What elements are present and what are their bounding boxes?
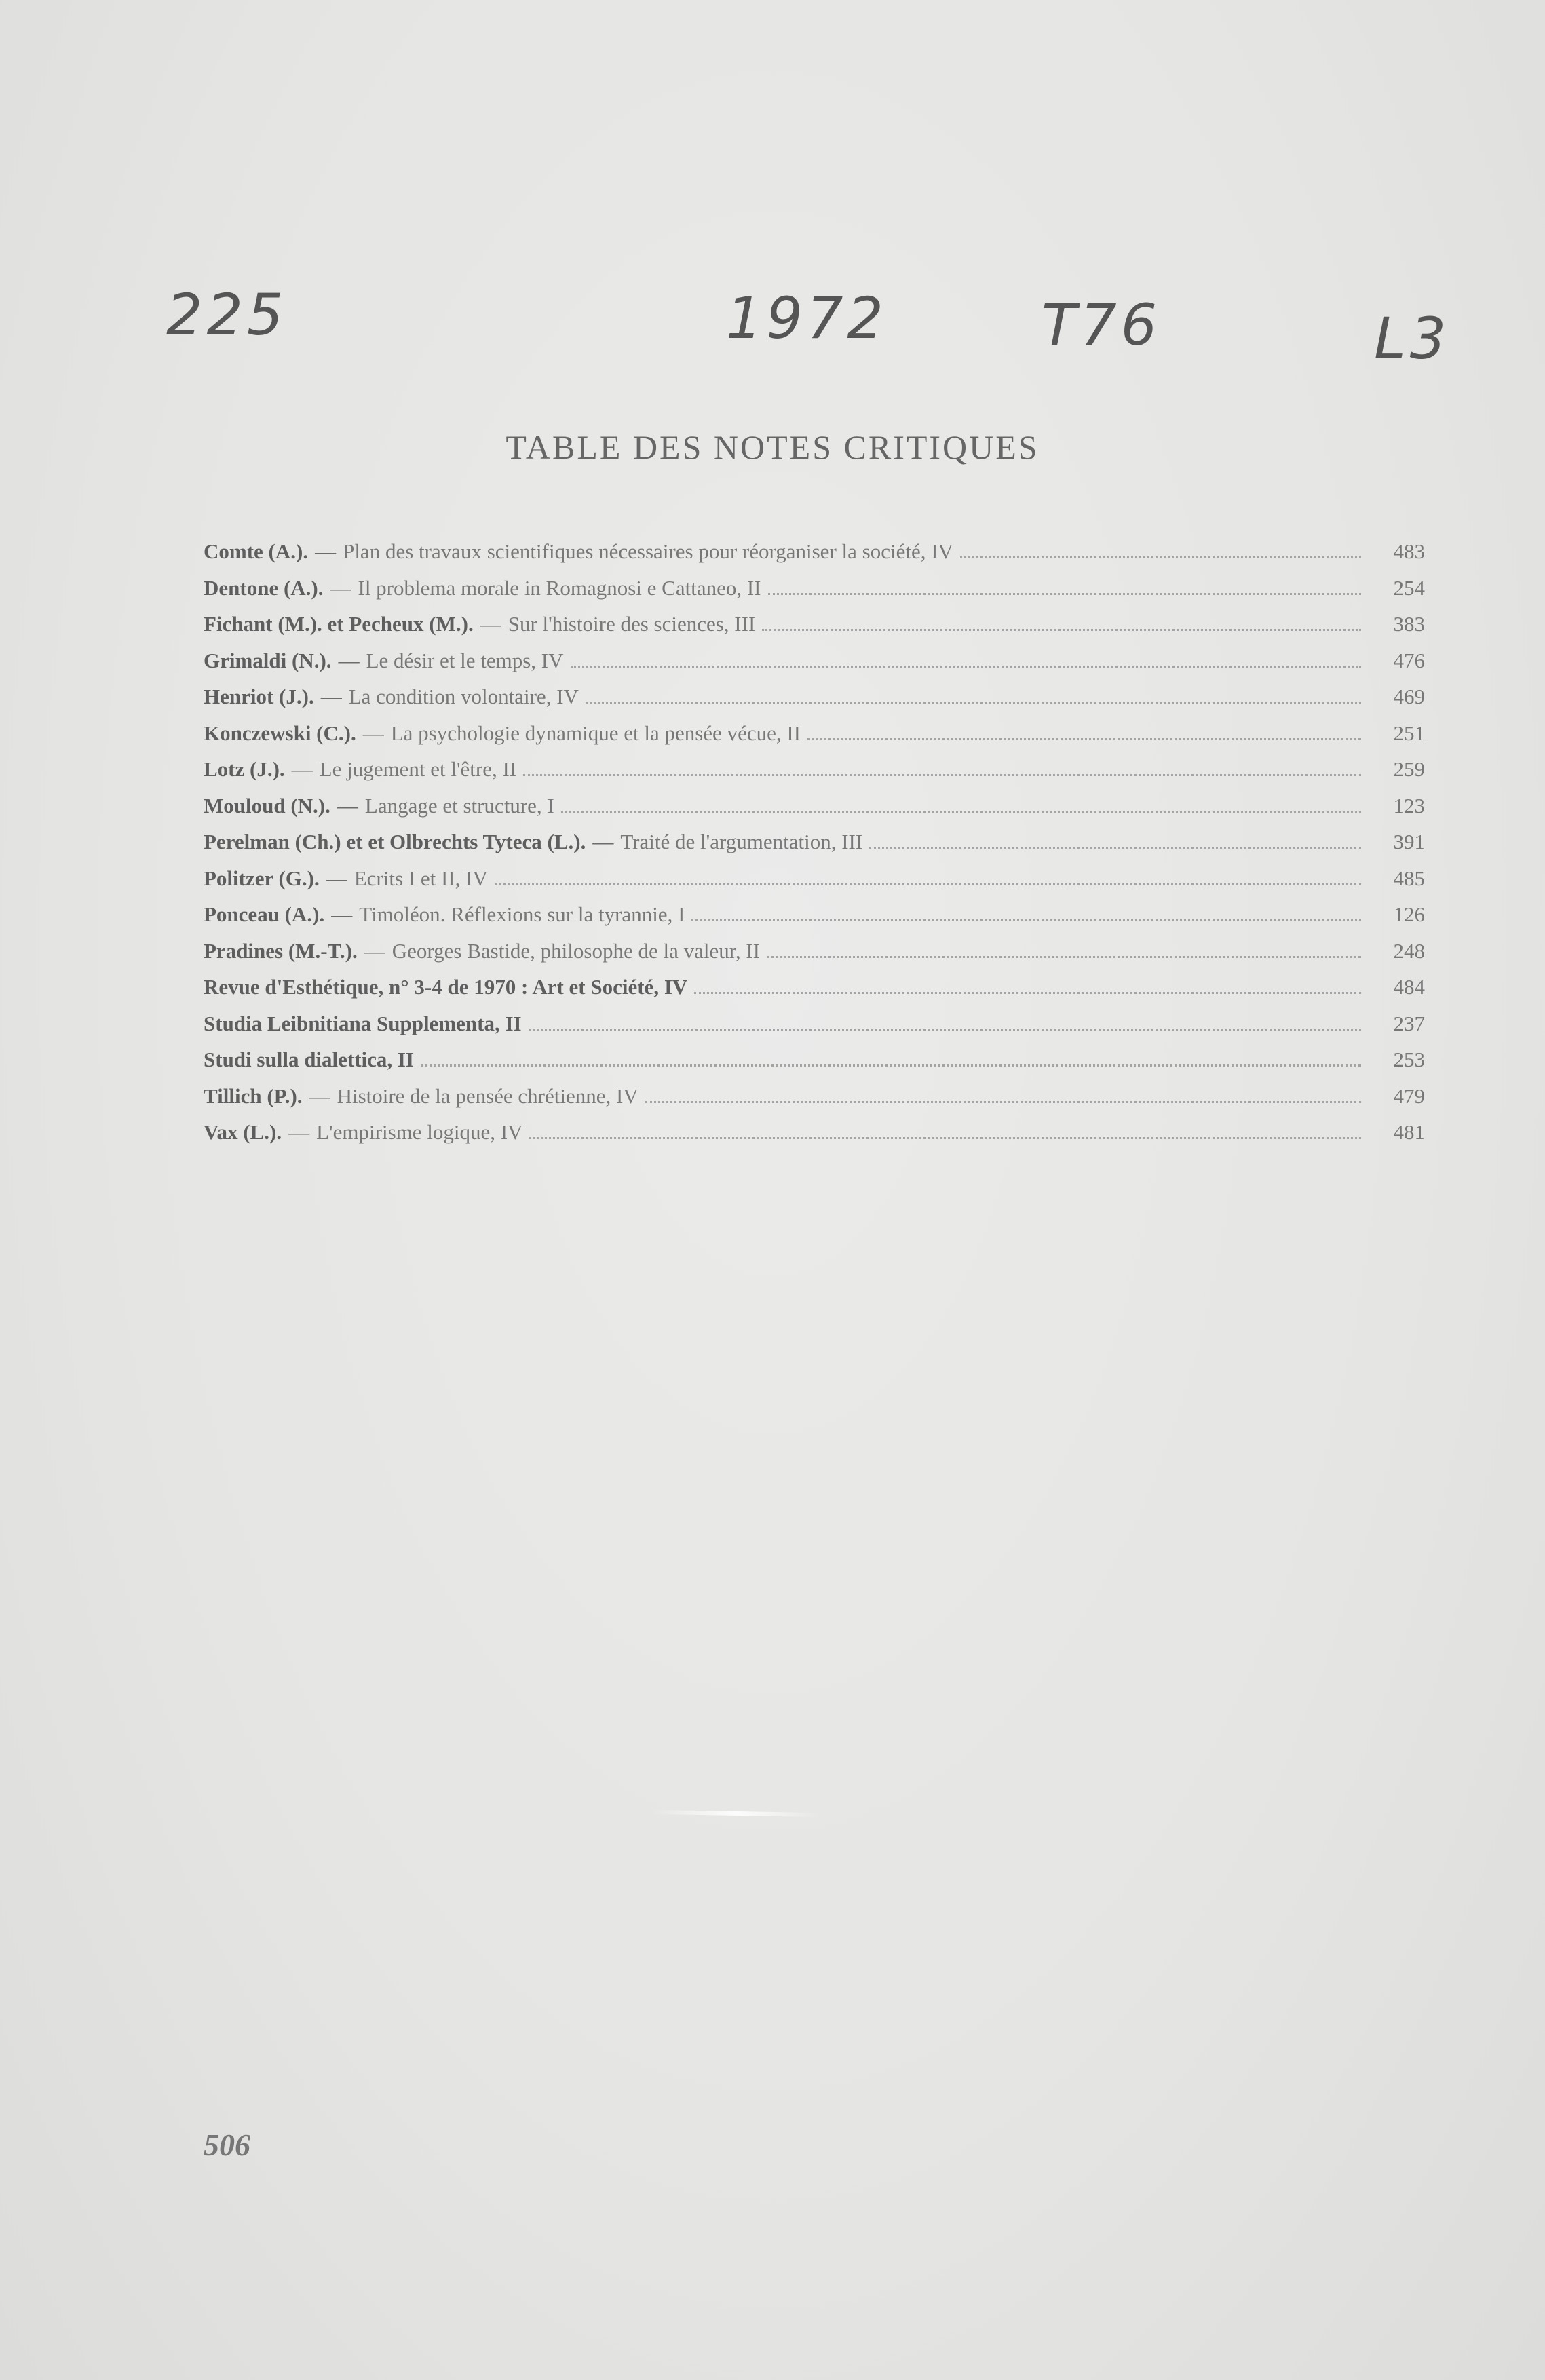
leader-dots bbox=[767, 956, 1361, 958]
toc-entry bbox=[204, 902, 1425, 939]
entry-separator: — bbox=[288, 1120, 310, 1144]
entry-page: 251 bbox=[1393, 721, 1425, 745]
toc-entry bbox=[204, 539, 1425, 576]
entry-author: Ponceau (A.). bbox=[204, 902, 325, 926]
entry-author: Dentone (A.). bbox=[204, 575, 324, 600]
table-of-contents bbox=[204, 539, 1425, 1157]
entry-work: Traité de l'argumentation, III bbox=[620, 830, 863, 853]
entry-separator: — bbox=[330, 575, 351, 600]
entry-author: Fichant (M.). et Pecheux (M.). bbox=[204, 612, 474, 636]
entry-author: Lotz (J.). bbox=[204, 757, 285, 781]
entry-work: Il problema morale in Romagnosi e Cattaneo, II bbox=[358, 575, 761, 600]
entry-work: Langage et structure, I bbox=[364, 793, 554, 818]
entry-separator: — bbox=[315, 539, 337, 563]
entry-separator: — bbox=[326, 866, 347, 890]
leader-dots bbox=[645, 1101, 1361, 1103]
entry-author: Henriot (J.). bbox=[204, 685, 314, 708]
leader-dots bbox=[768, 593, 1362, 595]
entry-work: Le désir et le temps, IV bbox=[366, 648, 564, 672]
entry-author: Pradines (M.-T.). bbox=[204, 938, 358, 963]
entry-work: Le jugement et l'être, II bbox=[319, 757, 517, 781]
entry-author: Revue d'Esthétique, n° 3-4 de 1970 : Art et Société, IV bbox=[204, 975, 688, 999]
entry-author: Konczewski (C.). bbox=[204, 721, 356, 745]
entry-page: 476 bbox=[1393, 648, 1425, 672]
entry-page: 391 bbox=[1393, 830, 1425, 853]
toc-entry bbox=[204, 721, 1425, 758]
entry-separator: — bbox=[291, 757, 313, 781]
entry-author: Studi sulla dialettica, II bbox=[204, 1048, 415, 1071]
entry-author: Politzer (G.). bbox=[204, 866, 320, 890]
toc-entry bbox=[204, 1084, 1425, 1121]
toc-entry bbox=[204, 939, 1425, 976]
entry-separator: — bbox=[592, 830, 614, 853]
leader-dots bbox=[561, 811, 1361, 813]
entry-page: 253 bbox=[1393, 1048, 1425, 1071]
entry-work: Histoire de la pensée chrétienne, IV bbox=[337, 1083, 638, 1108]
paper-smudge bbox=[651, 1810, 821, 1817]
entry-work: La condition volontaire, IV bbox=[348, 685, 579, 708]
entry-work: Georges Bastide, philosophe de la valeur, II bbox=[392, 938, 760, 963]
toc-entry bbox=[204, 794, 1425, 830]
entry-author: Grimaldi (N.). bbox=[204, 648, 332, 672]
entry-work: La psychologie dynamique et la pensée vécue, II bbox=[390, 721, 801, 745]
toc-entry bbox=[204, 612, 1425, 649]
leader-dots bbox=[586, 702, 1361, 704]
toc-entry bbox=[204, 1048, 1425, 1084]
entry-page: 259 bbox=[1393, 757, 1425, 781]
leader-dots bbox=[694, 992, 1361, 994]
entry-separator: — bbox=[337, 793, 358, 818]
toc-entry bbox=[204, 649, 1425, 685]
toc-entry bbox=[204, 1012, 1425, 1048]
entry-author: Perelman (Ch.) et et Olbrechts Tyteca (L.). bbox=[204, 830, 586, 853]
handwritten-annotation: T76 bbox=[1042, 292, 1162, 358]
entry-author: Vax (L.). bbox=[204, 1120, 282, 1144]
entry-page: 479 bbox=[1393, 1083, 1425, 1108]
entry-work: Timoléon. Réflexions sur la tyrannie, I bbox=[359, 902, 685, 926]
leader-dots bbox=[571, 666, 1361, 668]
entry-author: Mouloud (N.). bbox=[204, 793, 330, 818]
entry-author: Studia Leibnitiana Supplementa, II bbox=[204, 1011, 522, 1035]
entry-separator: — bbox=[480, 612, 501, 636]
toc-entry bbox=[204, 1120, 1425, 1157]
entry-page: 383 bbox=[1393, 612, 1425, 636]
entry-work: Sur l'histoire des sciences, III bbox=[508, 612, 756, 636]
handwritten-annotation: 225 bbox=[166, 282, 288, 348]
entry-separator: — bbox=[309, 1083, 330, 1108]
entry-page: 126 bbox=[1393, 902, 1425, 926]
entry-author: Tillich (P.). bbox=[204, 1083, 303, 1108]
entry-page: 469 bbox=[1393, 685, 1425, 708]
leader-dots bbox=[869, 847, 1361, 849]
toc-entry bbox=[204, 685, 1425, 721]
page-title: TABLE DES NOTES CRITIQUES bbox=[506, 428, 1039, 466]
toc-entry bbox=[204, 866, 1425, 903]
page-number: 506 bbox=[204, 2128, 250, 2162]
toc-entry bbox=[204, 757, 1425, 794]
entry-page: 483 bbox=[1393, 539, 1425, 563]
entry-work: Ecrits I et II, IV bbox=[354, 866, 488, 890]
leader-dots bbox=[762, 629, 1361, 631]
entry-page: 485 bbox=[1393, 866, 1425, 890]
leader-dots bbox=[529, 1137, 1361, 1139]
leader-dots bbox=[523, 774, 1361, 776]
entry-page: 254 bbox=[1393, 575, 1425, 600]
entry-work: L'empirisme logique, IV bbox=[316, 1120, 523, 1144]
entry-separator: — bbox=[364, 938, 385, 963]
leader-dots bbox=[529, 1029, 1361, 1031]
handwritten-annotation: 1972 bbox=[726, 285, 888, 351]
entry-work: Plan des travaux scientifiques nécessaires pour réorganiser la société, IV bbox=[343, 539, 953, 563]
entry-page: 481 bbox=[1393, 1120, 1425, 1144]
toc-entry bbox=[204, 576, 1425, 613]
entry-separator: — bbox=[320, 685, 342, 708]
leader-dots bbox=[807, 738, 1361, 740]
entry-page: 123 bbox=[1393, 793, 1425, 818]
entry-author: Comte (A.). bbox=[204, 539, 309, 563]
toc-entry bbox=[204, 830, 1425, 866]
leader-dots bbox=[691, 919, 1361, 921]
entry-separator: — bbox=[362, 721, 384, 745]
leader-dots bbox=[960, 556, 1361, 558]
leader-dots bbox=[421, 1064, 1361, 1067]
entry-page: 484 bbox=[1393, 975, 1425, 999]
leader-dots bbox=[495, 883, 1361, 885]
entry-separator: — bbox=[331, 902, 353, 926]
entry-page: 248 bbox=[1393, 938, 1425, 963]
toc-entry bbox=[204, 975, 1425, 1012]
handwritten-annotation: L3 bbox=[1374, 305, 1451, 372]
entry-separator: — bbox=[338, 648, 360, 672]
entry-page: 237 bbox=[1393, 1011, 1425, 1035]
